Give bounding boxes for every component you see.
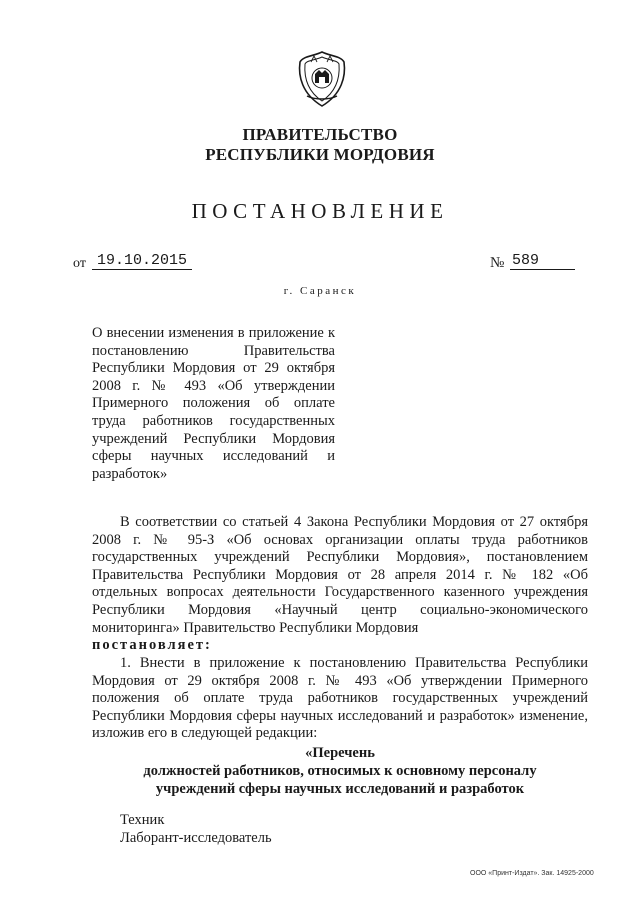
list-title-line3: учреждений сферы научных исследований и разработок (155, 781, 525, 797)
decree-word: постановляет: (92, 637, 212, 653)
government-name-line1: ПРАВИТЕЛЬСТВО (242, 125, 398, 144)
position-item: Лаборант-исследователь (120, 830, 272, 846)
number-value: 589 (510, 253, 575, 270)
list-title-line2: должностей работников, относимых к основному персоналу (143, 763, 537, 779)
clause-1-paragraph: 1. Внести в приложение к постановлению Правительства Республики Мордовия от 29 октября 2008 г. № 493 «Об утверждении Примерного положения об оплате труда работников государственных учреждений Республики Мордовия сферы научных исследований и разработок» изменение, изложив его в следующей редакции: (92, 655, 588, 742)
date-value: 19.10.2015 (92, 253, 192, 270)
list-title-line1: «Перечень (305, 745, 375, 761)
preamble-paragraph: В соответствии со статьей 4 Закона Республики Мордовия от 27 октября 2008 г. № 95-З «Об основах организации оплаты труда работников государственных учреждений Республики Мордовия», постановлением Правительства Республики Мордовия от 28 апреля 2014 г. № 182 «Об отдельных вопросах деятельности Государственного казенного учреждения Республики Мордовия «Научный центр социально-экономического мониторинга» Правительство Республики Мордовия (92, 514, 588, 636)
number-label: № (490, 255, 505, 271)
city-name: г. Саранск (283, 285, 357, 297)
resolution-title: О внесении изменения в приложение к постановлению Правительства Республики Мордовия от 29 октября 2008 г. № 493 «Об утверждении Примерного положения об оплате труда работников государственных учреждений Республики Мордовия сферы научных исследований и разработок» (92, 325, 335, 482)
date-label: от (73, 256, 86, 271)
printer-imprint: ООО «Принт-Издат». Зак. 14925-2000 (470, 870, 594, 877)
government-name-line2: РЕСПУБЛИКИ МОРДОВИЯ (205, 145, 435, 164)
document-type-title: ПОСТАНОВЛЕНИЕ (191, 199, 449, 223)
coat-of-arms-emblem (297, 50, 347, 108)
position-item: Техник (120, 812, 165, 828)
